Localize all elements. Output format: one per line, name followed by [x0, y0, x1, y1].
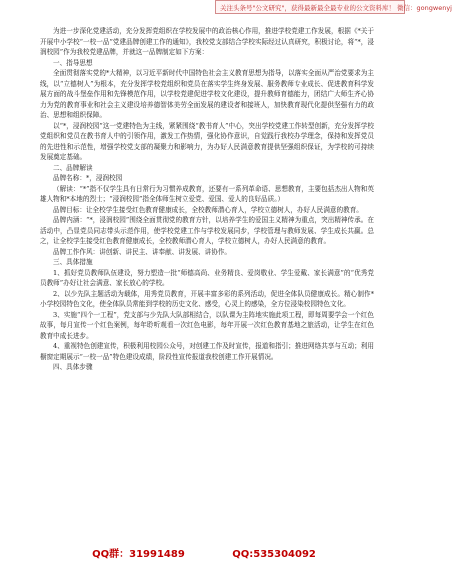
- paragraph: 4、重视特色创建宣传，积极利用校园公众号，对创建工作及时宣传，报道和指引；推进网络共享与互动；利用橱窗定期展示“一校一品”特色建设成绩，阶段性宣传报道我校创建工作开展情况。: [40, 342, 374, 361]
- paragraph: 3、实施“四个一工程”，党支部与少先队大队部相结合，以队课为主阵地实施此项工程，即每周要学会一个红色故事，每月宣传一个红色案例，每年聆听观看一次红色电影，每年开展一次红色教育基地之旅活动，让学生在红色教育中成长进步。: [40, 310, 374, 340]
- section-heading: 三、具体措施: [53, 258, 93, 266]
- qq-number-label: QQ:535304092: [232, 549, 316, 560]
- document-body: [40, 26, 374, 373]
- paragraph: （解读：“*”指不仅学生具有日常行为习惯养成教育，还要有一系列革命语、思想教育，主要包括杰出人物和英雄人物和*本地的烈士；“浸润校园”指全体师生树立爱党、爱国、爱人的良好品质。）: [40, 184, 374, 203]
- paragraph: 1、抓好党员教师队伍建设，努力塑造一批“师德高尚、业务精良、爱岗敬业、学生爱戴、家长满意”的“优秀党员教师”办好让社会满意、家长放心的学校。: [40, 268, 374, 287]
- paragraph: 品牌内涵：“*，浸润校园”围绕全面贯彻党的教育方针，以培养学生的爱国主义精神为重点，突出精神传承。在活动中，凸显党员同志带头示范作用，使学校党建工作与学校发展同步，学校管理与教师发展、学生成长共赢。总之，让全校学生接受红色教育健康成长，全校教师潜心育人，学校立德树人，办好人民满意的教育。: [40, 216, 374, 245]
- footer-contact: [0, 545, 408, 560]
- section-heading: 四、具体步骤: [53, 363, 93, 371]
- paragraph: 品牌工作作风：讲创新、讲民主、讲奉献、讲发展、讲协作。: [53, 247, 232, 256]
- paragraph: 2、以少先队主题活动为载体，用秀党员教育，开展丰富多彩的系列活动，促进全体队员健康成长。精心制作*小学校园特色文化，使全体队员常能到学校的历史文化、感受，心灵上的感染，全方位浸染校园特色文化。: [40, 289, 374, 308]
- paragraph: 为进一步深化党建活动，充分发挥党组织在学校发展中的政治核心作用，推进学校党建工作发展，根据《*关于开展中小学校“一校一品”党建品牌创建工作的通知》，我校党支部结合学校实际经过认真研究，积极讨论，将“*，浸润校园”作为我校党建品牌，并就这一品牌制定如下方案：: [40, 27, 374, 56]
- top-banner[interactable]: 关注头条号"公文研究"，获得最新最全最专业的公文资料库！ 微信：gongwenyj: [215, 0, 405, 14]
- qq-group-label: QQ群：31991489: [92, 549, 185, 560]
- paragraph: 品牌目标：让全校学生接受红色教育健康成长，全校教师潜心育人，学校立德树人，办好人民满意的教育。: [53, 205, 363, 214]
- section-heading: 一、指导思想: [53, 58, 93, 67]
- paragraph: 品牌名称：*，浸润校园: [53, 174, 123, 182]
- paragraph: 全面贯彻落实党的*大精神，以习近平新时代中国特色社会主义教育思想为指导，以落实全面从严治党要求为主线，以“立德树人”为根本，充分发挥学校党组织和党员在落实学生终身发展、服务教师专业成长、促进教育科学发展方面的战斗堡垒作用和先锋模范作用，以学校党建促进学校文化建设，提升教师育德能力，团结广大师生齐心协力为党的教育事业和社会主义建设培养德智体美劳全面发展的建设者和接班人，加快教育现代化提供坚强有力的政治、思想和组织保障。: [40, 69, 374, 119]
- paragraph: 以“*，浸润校园”这一党建特色为主线，紧紧围绕“教书育人”中心，突出学校党建工作转型创新，充分发挥学校党组织和党员在教书育人中的引领作用，激发工作热情，强化协作意识，自觉践行我校办学理念，保持和发挥党员的先进性和示范性，增强学校党支部的凝聚力和影响力，为办好人民满意教育提供坚强组织保证，为学校的可持续发展奠定基础。: [40, 121, 374, 161]
- section-heading: 二、品牌解读: [53, 163, 93, 172]
